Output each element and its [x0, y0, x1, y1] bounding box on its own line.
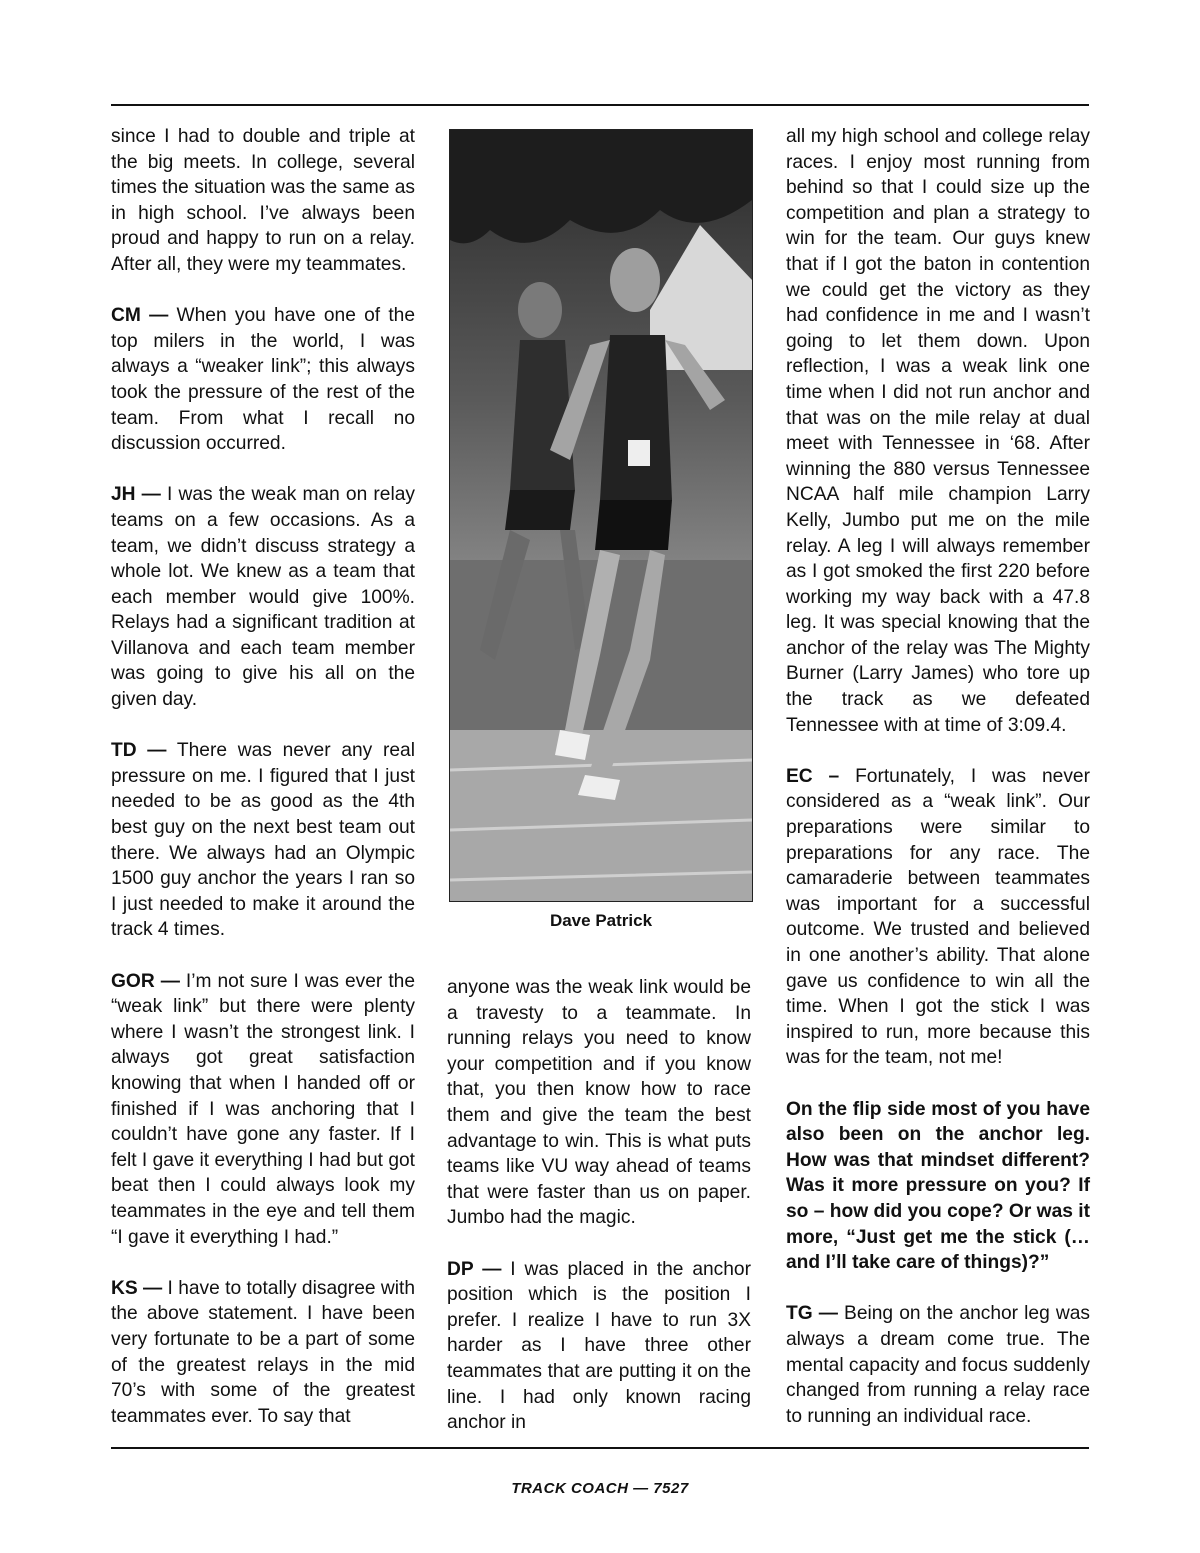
interview-question: On the flip side most of you have also been on the anchor leg. How was that mindset different? Was it more pressure on you? If so – how did you cope? Or was it more, “Just get me the stick (…and I’ll take care of things)?” — [786, 1098, 1090, 1274]
top-rule — [111, 104, 1089, 106]
paragraph: all my high school and college relay races. I enjoy most running from behind so that I could size up the competition and plan a strategy to win for the team. Our guys knew that if I got the baton in contention we could get the victory as they had confidence in me and I wasn’t going to let them down. Upon reflection, I was a weak link one time when I did not run anchor and that was on the mile relay at dual meet with Tennessee in ‘68. After winning the 880 versus Tennessee NCAA half mile champion Larry Kelly, Jumbo put me on the mile relay. A leg I will always remember as I got smoked the first 220 before working my way back with a 47.8 leg. It was special knowing that the anchor of the relay was The Mighty Burner (Larry James) who tore up the track as we defeated Tennessee with at time of 3:09.4. — [786, 126, 1090, 736]
paragraph: JH — I was the weak man on relay teams on a few occasions. As a team, we didn’t discuss strategy a whole lot. We knew as a team that each member would give 100%. Relays had a significant tradition at Villanova and each team member was going to give his all on the given day. — [111, 484, 415, 711]
speaker-label: JH — — [111, 484, 161, 506]
paragraph: since I had to double and triple at the big meets. In college, several times the situation was the same as in high school. I’ve always been proud and happy to run on a relay. After all, they were my teammates. — [111, 126, 415, 275]
paragraph: GOR — I’m not sure I was ever the “weak link” but there were plenty where I wasn’t the strongest link. I always got great satisfaction knowing that when I handed off or finished if I was anchoring that I couldn’t have gone any faster. If I felt I gave it everything I had but got beat then I could always look my teammates in the eye and tell them “I gave it everything I had.” — [111, 970, 415, 1248]
bottom-rule — [111, 1447, 1089, 1449]
speaker-label: CM — — [111, 305, 169, 327]
paragraph: TD — There was never any real pressure on me. I figured that I just needed to be as good as the 4th best guy on the next best team out there. We always had an Olympic 1500 guy anchor the years I ran so I just needed to make it around the track 4 times. — [111, 740, 415, 941]
paragraph: EC – Fortunately, I was never considered as a “weak link”. Our preparations were similar to preparations for any race. The camaraderie between teammates was important for a successful outcome. We trusted and believed in one another’s ability. That alone gave us confidence to win all the time. When I got the stick I was inspired to run, more because this was for the team, not me! — [786, 765, 1090, 1069]
column-3 — [786, 124, 1090, 1429]
speaker-label: TG — — [786, 1303, 838, 1325]
paragraph: CM — When you have one of the top milers in the world, I was always a “weaker link”; this always took the pressure of the rest of the team. From what I recall no discussion occurred. — [111, 305, 416, 455]
speaker-label: GOR — — [111, 970, 180, 992]
speaker-label: EC – — [786, 765, 840, 787]
runner-photo — [449, 129, 753, 902]
runner-photo-illustration — [450, 130, 752, 901]
speaker-label: TD — — [111, 740, 167, 762]
paragraph: TG — Being on the anchor leg was always a dream come true. The mental capacity and focus suddenly changed from running a relay race to running an individual race. — [786, 1303, 1090, 1427]
page-footer: TRACK COACH — 7527 — [511, 1480, 689, 1497]
column-2 — [447, 975, 751, 1436]
photo-caption: Dave Patrick — [549, 911, 653, 930]
speaker-label: DP — — [447, 1258, 502, 1280]
paragraph: DP — I was placed in the anchor position which is the position I prefer. I realize I have to run 3X harder as I have three other teammates that are putting it on the line. I had only known racing anchor in — [447, 1258, 751, 1434]
paragraph: anyone was the weak link would be a travesty to a teammate. In running relays you need to know your competition and if you know that, you then know how to race them and give the team the best advantage to win. This is what puts teams like VU way ahead of teams that were faster than us on paper. Jumbo had the magic. — [447, 977, 751, 1229]
column-1 — [111, 124, 415, 1429]
paragraph: KS — I have to totally disagree with the above statement. I have been very fortunate to be a part of some of the greatest relays in the mid 70’s with some of the greatest teammates ever. To say that — [111, 1277, 415, 1427]
speaker-label: KS — — [111, 1277, 163, 1299]
